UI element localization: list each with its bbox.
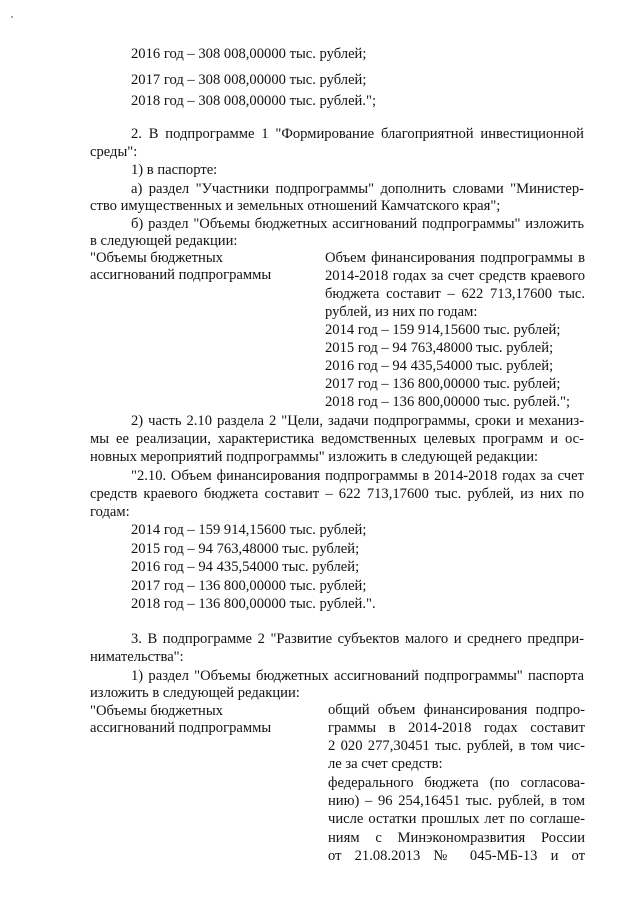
item2-year-line: 2017 год – 136 800,00000 тыс. рублей;	[131, 578, 367, 594]
table-right-line: ле за счет средств:	[328, 756, 443, 772]
scan-speck	[11, 16, 13, 18]
table-right-line: 2 020 277,30451 тыс. рублей, в том чис-	[328, 738, 585, 754]
table-right-line: числе остатки прошлых лет по соглаше-	[328, 811, 585, 827]
item3-para1-line2: изложить в следующей редакции:	[90, 685, 300, 701]
table-left-label-line1: "Объемы бюджетных	[90, 703, 223, 719]
item2-part2-line3: новных мероприятий подпрограммы" изложить в следующей редакции:	[90, 449, 539, 465]
item2-passport: 1) в паспорте:	[131, 162, 218, 178]
item2-quote-line3: годам:	[90, 504, 130, 520]
table-right-line: бюджета составит – 622 713,17600 тыс.	[325, 286, 585, 302]
table-right-line: общий объем финансирования подпро-	[328, 702, 585, 718]
item2-quote-line1: "2.10. Объем финансирования подпрограммы в 2014-2018 годах за счет	[131, 468, 584, 484]
item2-para-b-line1: б) раздел "Объемы бюджетных ассигнований подпрограммы" изложить	[131, 216, 584, 232]
item2-year-line: 2018 год – 136 800,00000 тыс. рублей.".	[131, 596, 376, 612]
item2-title-line1: 2. В подпрограмме 1 "Формирование благоприятной инвестиционной	[131, 126, 584, 142]
table-right-line: Объем финансирования подпрограммы в	[325, 250, 585, 266]
item2-year-line: 2016 год – 94 435,54000 тыс. рублей;	[131, 559, 360, 575]
item2-para-b-line2: в следующей редакции:	[90, 233, 238, 249]
table-right-line: ниям с Минэкономразвития России	[328, 830, 585, 846]
table-right-line: 2014-2018 годах за счет средств краевого	[325, 268, 585, 284]
table-left-label-line2: ассигнований подпрограммы	[90, 267, 272, 283]
table-left-label-line2: ассигнований подпрограммы	[90, 720, 272, 736]
item2-part2-line1: 2) часть 2.10 раздела 2 "Цели, задачи подпрограммы, сроки и механиз-	[131, 413, 584, 429]
item2-year-line: 2014 год – 159 914,15600 тыс. рублей;	[131, 522, 367, 538]
item3-para1-line1: 1) раздел "Объемы бюджетных ассигнований подпрограммы" паспорта	[131, 668, 584, 684]
table-right-line: нию) – 96 254,16451 тыс. рублей, в том	[328, 793, 585, 809]
table-right-line: рублей, из них по годам:	[325, 304, 478, 320]
item3-title-line1: 3. В подпрограмме 2 "Развитие субъектов малого и среднего предпри-	[131, 631, 584, 647]
item2-para-a-line1: а) раздел "Участники подпрограммы" дополнить словами "Министер-	[131, 181, 584, 197]
year-line-2018: 2018 год – 308 008,00000 тыс. рублей.";	[131, 93, 377, 109]
table-right-year-line: 2014 год – 159 914,15600 тыс. рублей;	[325, 322, 561, 338]
item2-para-a-line2: ство имущественных и земельных отношений Камчатского края";	[90, 198, 501, 214]
table-right-year-line: 2017 год – 136 800,00000 тыс. рублей;	[325, 376, 561, 392]
item2-quote-line2: средств краевого бюджета составит – 622 713,17600 тыс. рублей, из них по	[90, 486, 584, 502]
item3-title-line2: нимательства":	[90, 649, 184, 665]
table-right-line: от 21.08.2013 № 045-МБ-13 и от	[328, 848, 585, 864]
table-right-line: федерального бюджета (по согласова-	[328, 775, 585, 791]
item2-year-line: 2015 год – 94 763,48000 тыс. рублей;	[131, 541, 360, 557]
item2-part2-line2: мы ее реализации, характеристика ведомственных целевых программ и ос-	[90, 431, 584, 447]
table-left-label-line1: "Объемы бюджетных	[90, 250, 223, 266]
table-right-year-line: 2016 год – 94 435,54000 тыс. рублей;	[325, 358, 554, 374]
year-line-2017: 2017 год – 308 008,00000 тыс. рублей;	[131, 72, 367, 88]
item2-title-line2: среды":	[90, 144, 138, 160]
year-line-2016: 2016 год – 308 008,00000 тыс. рублей;	[131, 46, 367, 62]
table-right-year-line: 2018 год – 136 800,00000 тыс. рублей.";	[325, 394, 571, 410]
table-right-year-line: 2015 год – 94 763,48000 тыс. рублей;	[325, 340, 554, 356]
table-right-line: граммы в 2014-2018 годах составит	[328, 720, 585, 736]
